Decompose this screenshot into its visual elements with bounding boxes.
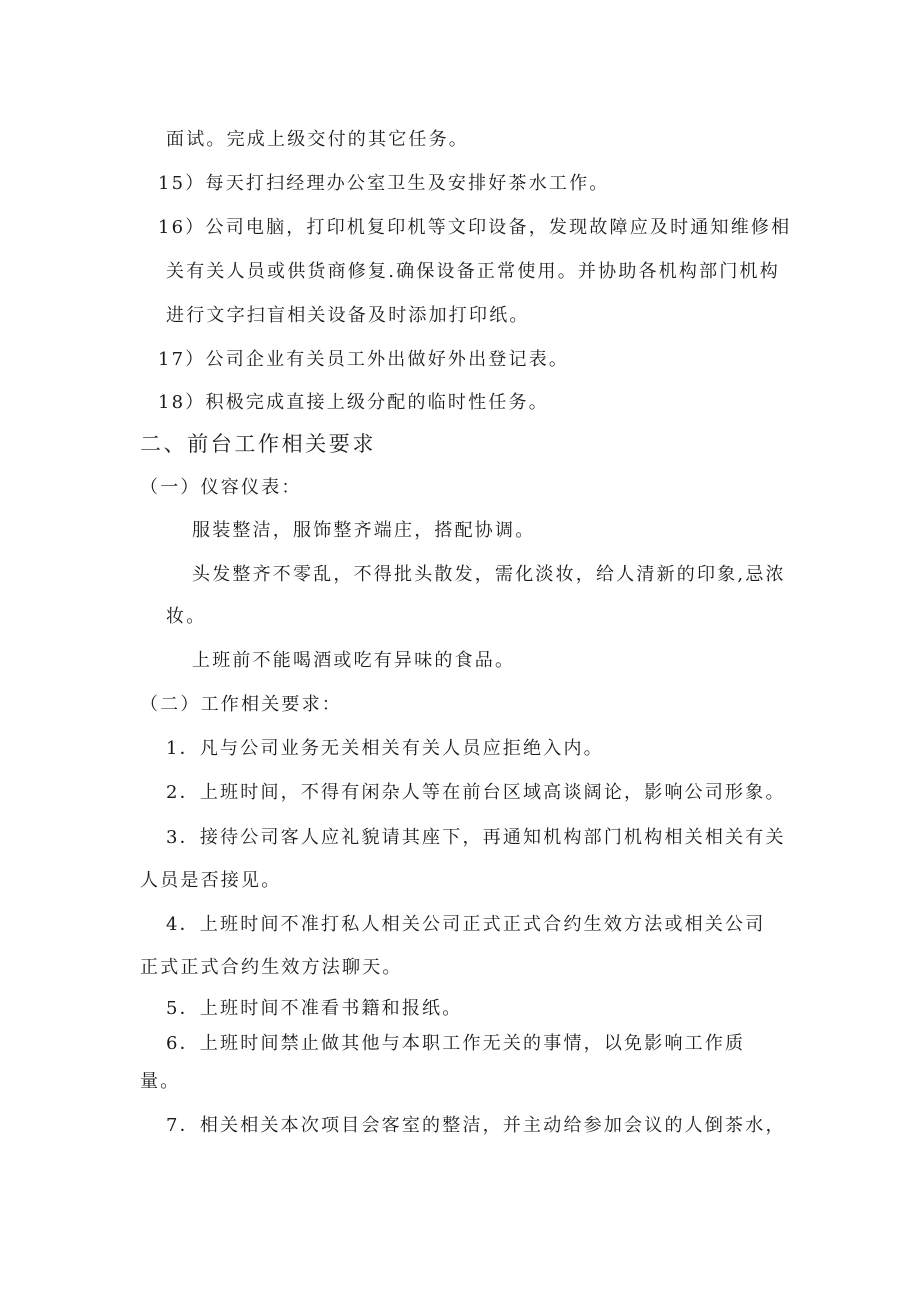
subsection-heading-requirements: （二）工作相关要求： [140,694,342,715]
requirement-item-2: 2．上班时间，不得有闲杂人等在前台区域高谈阔论，影响公司形象。 [166,782,786,803]
section-heading: 二、前台工作相关要求 [140,432,376,456]
list-item-18: 18）积极完成直接上级分配的临时性任务。 [158,392,549,413]
requirement-item-6-continuation: 量。 [140,1071,181,1092]
list-item-15: 15）每天打扫经理办公室卫生及安排好茶水工作。 [158,173,610,194]
requirement-item-7: 7．相关相关本次项目会客室的整洁，并主动给参加会议的人倒茶水， [166,1115,786,1136]
requirement-item-6: 6．上班时间禁止做其他与本职工作无关的事情，以免影响工作质 [166,1033,746,1054]
requirement-item-1: 1．凡与公司业务无关相关有关人员应拒绝入内。 [166,738,604,759]
paragraph-line: 头发整齐不零乱，不得批头散发，需化淡妆，给人清新的印象,忌浓 [192,564,786,585]
requirement-item-5: 5．上班时间不准看书籍和报纸。 [166,998,463,1019]
list-item-16: 16）公司电脑，打印机复印机等文印设备，发现故障应及时通知维修相 [158,217,792,238]
requirement-item-3-continuation: 人员是否接见。 [140,870,282,891]
subsection-heading-appearance: （一）仪容仪表： [140,477,302,498]
list-item-16-continuation: 进行文字扫盲相关设备及时添加打印纸。 [166,305,530,326]
paragraph-line-continuation: 妆。 [166,606,207,627]
paragraph-line: 面试。完成上级交付的其它任务。 [166,129,469,150]
requirement-item-3: 3．接待公司客人应礼貌请其座下，再通知机构部门机构相关相关有关 [166,827,786,848]
list-item-17: 17）公司企业有关员工外出做好外出登记表。 [158,349,570,370]
paragraph-line: 服装整洁，服饰整齐端庄，搭配协调。 [192,520,536,541]
paragraph-line: 上班前不能喝酒或吃有异味的食品。 [192,650,516,671]
list-item-16-continuation: 关有关人员或供货商修复.确保设备正常使用。并协助各机构部门机构 [166,261,780,282]
requirement-item-4-continuation: 正式正式合约生效方法聊天。 [140,957,403,978]
requirement-item-4: 4．上班时间不准打私人相关公司正式正式合约生效方法或相关公司 [166,914,766,935]
